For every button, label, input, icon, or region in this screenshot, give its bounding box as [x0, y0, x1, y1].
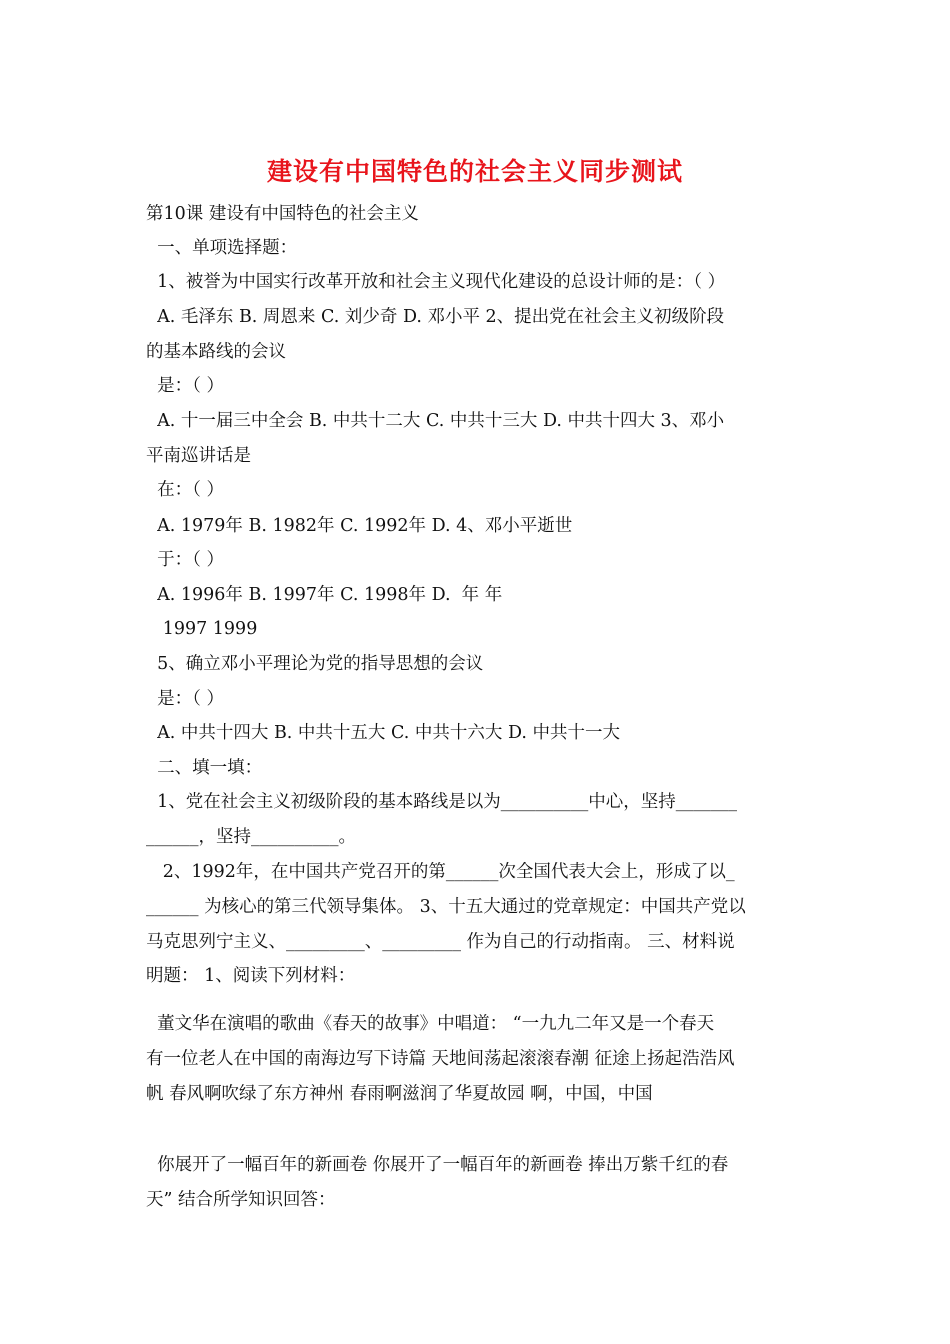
fill-in-line: 2、1992年，在中国共产党召开的第______次全国代表大会上，形成了以_ — [146, 862, 735, 882]
question-line: 1、被誉为中国实行改革开放和社会主义现代化建设的总设计师的是：（ ） — [146, 272, 726, 292]
question-line: 于：（ ） — [146, 550, 224, 570]
fill-in-line: ______ 为核心的第三代领导集体。 3、十五大通过的党章规定：中国共产党以 — [146, 897, 746, 917]
question-line: 的基本路线的会议 — [146, 342, 286, 362]
section-heading-fill-in: 二、填一填： — [146, 758, 263, 778]
material-paragraph-line: 你展开了一幅百年的新画卷 你展开了一幅百年的新画卷 捧出万紫千红的春 — [146, 1155, 729, 1175]
section-heading-single-choice: 一、单项选择题： — [146, 238, 298, 258]
section-heading-material: 明题： 1、阅读下列材料： — [146, 966, 356, 986]
material-paragraph-line: 天” 结合所学知识回答： — [146, 1190, 336, 1210]
options-line: A. 中共十四大 B. 中共十五大 C. 中共十六大 D. 中共十一大 — [146, 723, 620, 743]
material-paragraph-line: 有一位老人在中国的南海边写下诗篇 天地间荡起滚滚春潮 征途上扬起浩浩风 — [146, 1049, 735, 1069]
options-line: 1997 1999 — [146, 619, 258, 639]
fill-in-line: 1、党在社会主义初级阶段的基本路线是以为__________中心，坚持_______ — [146, 792, 738, 812]
material-paragraph-line: 帆 春风啊吹绿了东方神州 春雨啊滋润了华夏故园 啊，中国，中国 — [146, 1084, 653, 1104]
options-line: A. 1996年 B. 1997年 C. 1998年 D. 年 年 — [146, 585, 503, 605]
options-line: A. 1979年 B. 1982年 C. 1992年 D. 4、邓小平逝世 — [146, 516, 573, 536]
question-line: 在：（ ） — [146, 480, 224, 500]
options-line: A. 十一届三中全会 B. 中共十二大 C. 中共十三大 D. 中共十四大 3、邓小 — [146, 411, 725, 431]
lesson-heading: 第10课 建设有中国特色的社会主义 — [146, 204, 419, 224]
question-line: 是：（ ） — [146, 376, 224, 396]
fill-in-line: ______，坚持__________。 — [146, 827, 356, 847]
document-title: 建设有中国特色的社会主义同步测试 — [266, 157, 683, 186]
options-line: A. 毛泽东 B. 周恩来 C. 刘少奇 D. 邓小平 2、提出党在社会主义初级阶段 — [146, 307, 725, 327]
question-line: 平南巡讲话是 — [146, 446, 251, 466]
question-line: 是：（ ） — [146, 689, 224, 709]
question-line: 5、确立邓小平理论为党的指导思想的会议 — [146, 654, 484, 674]
fill-in-line: 马克思列宁主义、_________、_________ 作为自己的行动指南。 三、材料说 — [146, 932, 735, 952]
material-paragraph-line: 董文华在演唱的歌曲《春天的故事》中唱道： “一九九二年又是一个春天 — [146, 1014, 715, 1034]
